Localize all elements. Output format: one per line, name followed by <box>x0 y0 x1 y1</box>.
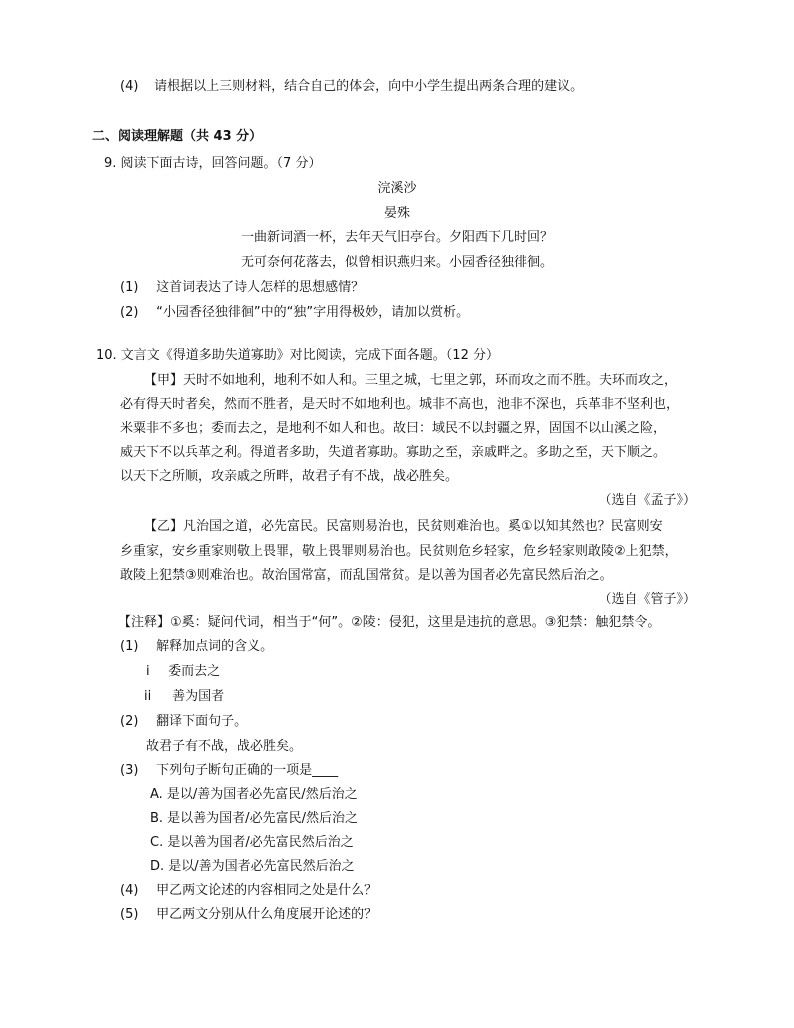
passage-jia-source: （选自《孟子》） <box>598 493 696 508</box>
item-text: 善为国者 <box>172 689 225 704</box>
item-text: 委而去之 <box>168 664 221 679</box>
item-number: (4) <box>120 79 139 94</box>
translate-sentence: 故君子有不战，战必胜矣。 <box>146 739 303 754</box>
passage-yi-line: 敢陵上犯禁③则难治也。故治国常富，而乱国常贫。是以善为国者必先富民然后治之。 <box>120 568 613 583</box>
q8-item4 <box>120 78 583 96</box>
q10-sub5 <box>120 906 377 924</box>
item-number: (2) <box>120 714 139 729</box>
poem-title: 浣溪沙 <box>377 181 417 196</box>
poem-author: 晏殊 <box>383 206 410 221</box>
annotation-note: 【注释】①奚：疑问代词，相当于“何”。②陵：侵犯，这里是违抗的意思。③犯禁：触犯禁令。 <box>118 615 661 630</box>
passage-jia-line: 以天下之所顺，攻亲戚之所畔，故君子有不战，战必胜矣。 <box>120 469 459 484</box>
option-a: A. 是以/善为国者必先富民/然后治之 <box>150 787 358 802</box>
passage-jia-line: 米粟非不多也；委而去之，是地利不如人和也。故曰：域民不以封疆之界，固国不以山溪之险， <box>120 421 667 436</box>
question-9-stem: 9. 阅读下面古诗，回答问题。（7 分） <box>104 156 322 171</box>
item-text: 甲乙两文分别从什么角度展开论述的？ <box>156 907 378 922</box>
item-number: i <box>146 664 150 679</box>
item-text: 下列句子断句正确的一项是____ <box>156 763 339 778</box>
item-text: 翻译下面句子。 <box>156 714 248 729</box>
option-d: D. 是以/善为国者必先富民然后治之 <box>150 859 355 874</box>
passage-yi-line: 乡重家，安乡重家则敬上畏罪，敬上畏罪则易治也。民贫则危乡轻家，危乡轻家则敢陵②上犯禁， <box>120 544 678 559</box>
item-text: 甲乙两文论述的内容相同之处是什么？ <box>156 883 378 898</box>
item-text: 解释加点词的含义。 <box>156 639 274 654</box>
poem-line-1: 一曲新词酒一杯，去年天气旧亭台。夕阳西下几时回？ <box>240 230 553 245</box>
q10-sub1 <box>120 638 273 656</box>
item-number: (1) <box>120 280 139 295</box>
q10-sub3 <box>120 762 338 780</box>
q10-sub1-i <box>146 663 220 681</box>
q9-sub1 <box>120 279 364 297</box>
passage-yi-source: （选自《管子》） <box>598 592 696 607</box>
item-text: 这首词表达了诗人怎样的思想感情？ <box>156 280 365 295</box>
section-heading: 二、阅读理解题（共 43 分） <box>92 129 263 144</box>
passage-jia-line: 威天下不以兵革之利。得道者多助，失道者寡助。寡助之至，亲戚畔之。多助之至，天下顺之。 <box>120 445 667 460</box>
item-number: (3) <box>120 763 139 778</box>
poem-line-2: 无可奈何花落去，似曾相识燕归来。小园香径独徘徊。 <box>240 255 553 270</box>
passage-jia-line: 必有得天时者矣，然而不胜者，是天时不如地利也。城非不高也，池非不深也，兵革非不坚利也， <box>120 397 680 412</box>
passage-jia-line: 【甲】天时不如地利，地利不如人和。三里之城，七里之郭，环而攻之而不胜。夫环而攻之， <box>144 373 678 388</box>
option-b: B. 是以善为国者/必先富民/然后治之 <box>150 811 358 826</box>
q10-sub4 <box>120 882 377 900</box>
item-text: “小园香径独徘徊”中的“独”字用得极妙，请加以赏析。 <box>156 305 470 320</box>
item-number: (2) <box>120 305 139 320</box>
item-number: (1) <box>120 639 139 654</box>
item-number: (5) <box>120 907 139 922</box>
item-text: 请根据以上三则材料，结合自己的体会，向中小学生提出两条合理的建议。 <box>154 79 584 94</box>
item-number: (4) <box>120 883 139 898</box>
passage-yi-line: 【乙】凡治国之道，必先富民。民富则易治也，民贫则难治也。奚①以知其然也？民富则安 <box>144 519 663 534</box>
q10-sub2 <box>120 713 247 731</box>
q10-sub1-ii <box>144 688 224 706</box>
option-c: C. 是以善为国者/必先富民然后治之 <box>150 835 354 850</box>
question-10-stem: 10. 文言文《得道多助失道寡助》对比阅读，完成下面各题。（12 分） <box>96 348 499 363</box>
item-number: ii <box>144 689 152 704</box>
q9-sub2 <box>120 304 469 322</box>
